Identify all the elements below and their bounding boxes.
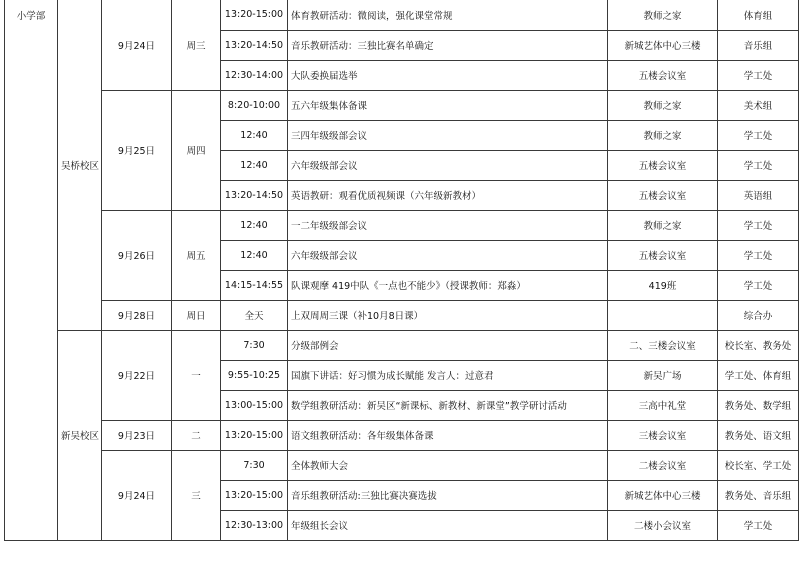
weekday-cell: 周日 xyxy=(172,300,221,330)
department-responsible-cell: 学工处 xyxy=(718,150,799,180)
activity-cell: 体育教研活动：微阅读，强化课堂常规 xyxy=(288,0,608,30)
time-cell: 13:20-15:00 xyxy=(221,480,288,510)
weekday-cell: 周三 xyxy=(172,0,221,90)
location-cell: 五楼会议室 xyxy=(608,180,718,210)
schedule-row xyxy=(5,420,799,450)
activity-cell: 音乐教研活动：三独比赛名单确定 xyxy=(288,30,608,60)
weekday-cell: 周四 xyxy=(172,90,221,210)
time-cell: 12:30-13:00 xyxy=(221,510,288,540)
activity-cell: 数学组教研活动：新吴区“新课标、新教材、新课堂”教学研讨活动 xyxy=(288,390,608,420)
department-responsible-cell: 学工处 xyxy=(718,60,799,90)
department-responsible-cell: 综合办 xyxy=(718,300,799,330)
time-cell: 7:30 xyxy=(221,330,288,360)
time-cell: 12:40 xyxy=(221,210,288,240)
weekday-cell: 一 xyxy=(172,330,221,420)
location-cell: 419班 xyxy=(608,270,718,300)
location-cell xyxy=(608,300,718,330)
department-responsible-cell: 学工处 xyxy=(718,240,799,270)
department-cell: 小学部 xyxy=(5,0,58,540)
date-cell: 9月22日 xyxy=(102,330,172,420)
department-responsible-cell: 学工处、体育组 xyxy=(718,360,799,390)
department-responsible-cell: 校长室、学工处 xyxy=(718,450,799,480)
schedule-row xyxy=(5,330,799,360)
time-cell: 12:40 xyxy=(221,240,288,270)
activity-cell: 三四年级级部会议 xyxy=(288,120,608,150)
location-cell: 新吴广场 xyxy=(608,360,718,390)
weekday-cell: 周五 xyxy=(172,210,221,300)
department-responsible-cell: 教务处、数学组 xyxy=(718,390,799,420)
activity-cell: 队课观摩 419中队《一点也不能少》（授课教师：郑淼） xyxy=(288,270,608,300)
weekday-cell: 二 xyxy=(172,420,221,450)
time-cell: 12:40 xyxy=(221,150,288,180)
location-cell: 教师之家 xyxy=(608,210,718,240)
location-cell: 二、三楼会议室 xyxy=(608,330,718,360)
time-cell: 13:20-14:50 xyxy=(221,30,288,60)
time-cell: 13:20-14:50 xyxy=(221,180,288,210)
schedule-row xyxy=(5,0,799,30)
date-cell: 9月23日 xyxy=(102,420,172,450)
department-responsible-cell: 体育组 xyxy=(718,0,799,30)
campus-cell: 新吴校区 xyxy=(58,330,102,540)
department-responsible-cell: 英语组 xyxy=(718,180,799,210)
department-responsible-cell: 学工处 xyxy=(718,270,799,300)
location-cell: 教师之家 xyxy=(608,90,718,120)
activity-cell: 语文组教研活动：各年级集体备课 xyxy=(288,420,608,450)
location-cell: 教师之家 xyxy=(608,120,718,150)
activity-cell: 年级组长会议 xyxy=(288,510,608,540)
schedule-row xyxy=(5,210,799,240)
location-cell: 新城艺体中心三楼 xyxy=(608,480,718,510)
department-responsible-cell: 校长室、教务处 xyxy=(718,330,799,360)
time-cell: 12:30-14:00 xyxy=(221,60,288,90)
campus-cell: 吴桥校区 xyxy=(58,0,102,330)
department-responsible-cell: 音乐组 xyxy=(718,30,799,60)
time-cell: 13:20-15:00 xyxy=(221,420,288,450)
department-responsible-cell: 教务处、音乐组 xyxy=(718,480,799,510)
time-cell: 全天 xyxy=(221,300,288,330)
location-cell: 三楼会议室 xyxy=(608,420,718,450)
date-cell: 9月24日 xyxy=(102,450,172,540)
activity-cell: 六年级级部会议 xyxy=(288,150,608,180)
schedule-table xyxy=(4,0,799,541)
time-cell: 7:30 xyxy=(221,450,288,480)
location-cell: 五楼会议室 xyxy=(608,60,718,90)
activity-cell: 大队委换届选举 xyxy=(288,60,608,90)
location-cell: 五楼会议室 xyxy=(608,240,718,270)
weekday-cell: 三 xyxy=(172,450,221,540)
location-cell: 新城艺体中心三楼 xyxy=(608,30,718,60)
department-responsible-cell: 美术组 xyxy=(718,90,799,120)
schedule-row xyxy=(5,300,799,330)
activity-cell: 国旗下讲话：好习惯为成长赋能 发言人：过意君 xyxy=(288,360,608,390)
activity-cell: 分级部例会 xyxy=(288,330,608,360)
location-cell: 二楼小会议室 xyxy=(608,510,718,540)
time-cell: 12:40 xyxy=(221,120,288,150)
schedule-body xyxy=(5,0,799,540)
department-responsible-cell: 学工处 xyxy=(718,210,799,240)
location-cell: 二楼会议室 xyxy=(608,450,718,480)
location-cell: 三高中礼堂 xyxy=(608,390,718,420)
location-cell: 五楼会议室 xyxy=(608,150,718,180)
time-cell: 8:20-10:00 xyxy=(221,90,288,120)
department-responsible-cell: 学工处 xyxy=(718,510,799,540)
activity-cell: 全体教师大会 xyxy=(288,450,608,480)
department-responsible-cell: 教务处、语文组 xyxy=(718,420,799,450)
location-cell: 教师之家 xyxy=(608,0,718,30)
time-cell: 14:15-14:55 xyxy=(221,270,288,300)
schedule-row xyxy=(5,450,799,480)
schedule-row xyxy=(5,90,799,120)
date-cell: 9月25日 xyxy=(102,90,172,210)
department-responsible-cell: 学工处 xyxy=(718,120,799,150)
date-cell: 9月28日 xyxy=(102,300,172,330)
activity-cell: 音乐组教研活动:三独比赛决赛选拔 xyxy=(288,480,608,510)
date-cell: 9月24日 xyxy=(102,0,172,90)
activity-cell: 六年级级部会议 xyxy=(288,240,608,270)
activity-cell: 上双周周三课（补10月8日课） xyxy=(288,300,608,330)
activity-cell: 五六年级集体备课 xyxy=(288,90,608,120)
time-cell: 13:00-15:00 xyxy=(221,390,288,420)
time-cell: 13:20-15:00 xyxy=(221,0,288,30)
activity-cell: 一二年级级部会议 xyxy=(288,210,608,240)
activity-cell: 英语教研：观看优质视频课（六年级新教材） xyxy=(288,180,608,210)
date-cell: 9月26日 xyxy=(102,210,172,300)
time-cell: 9:55-10:25 xyxy=(221,360,288,390)
